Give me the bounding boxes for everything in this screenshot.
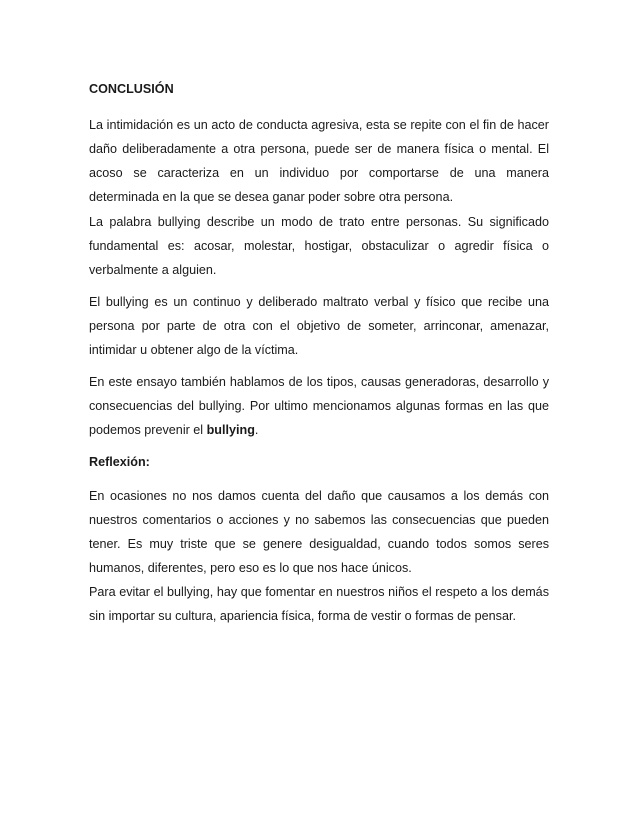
paragraph-text: En este ensayo también hablamos de los tipos, causas generadoras, desarrollo y consecuencias del bullying. Por ultimo mencionamos algunas formas en las que podemos prevenir el [89,375,549,437]
reflexion-paragraph: En ocasiones no nos damos cuenta del daño que causamos a los demás con nuestros comentarios o acciones y no sabemos las consecuencias que pueden tener. Es muy triste que se genere desigualdad, cuando todos somos seres humanos, diferentes, pero eso es lo que nos hace únicos. [89,489,549,575]
reflexion-paragraph: Para evitar el bullying, hay que fomentar en nuestros niños el respeto a los demás sin importar su cultura, apariencia física, forma de vestir o formas de pensar. [89,585,549,623]
conclusion-heading: CONCLUSIÓN [89,82,174,96]
conclusion-paragraph: El bullying es un continuo y deliberado maltrato verbal y físico que recibe una persona por parte de otra con el objetivo de someter, arrinconar, amenazar, intimidar u obtener algo de la víctima. [89,295,549,357]
bold-term: bullying [206,423,255,437]
paragraph-text: . [254,423,259,437]
conclusion-paragraph [89,370,549,442]
conclusion-paragraph: La palabra bullying describe un modo de trato entre personas. Su significado fundamental es: acosar, molestar, hostigar, obstaculizar o agredir física o verbalmente a alguien. [89,215,549,277]
reflexion-heading: Reflexión: [89,455,150,469]
conclusion-paragraph: La intimidación es un acto de conducta agresiva, esta se repite con el fin de hacer daño deliberadamente a otra persona, puede ser de manera física o mental. El acoso se caracteriza en un individuo por comportarse de una manera determinada en la que se desea ganar poder sobre otra persona. [89,118,549,204]
